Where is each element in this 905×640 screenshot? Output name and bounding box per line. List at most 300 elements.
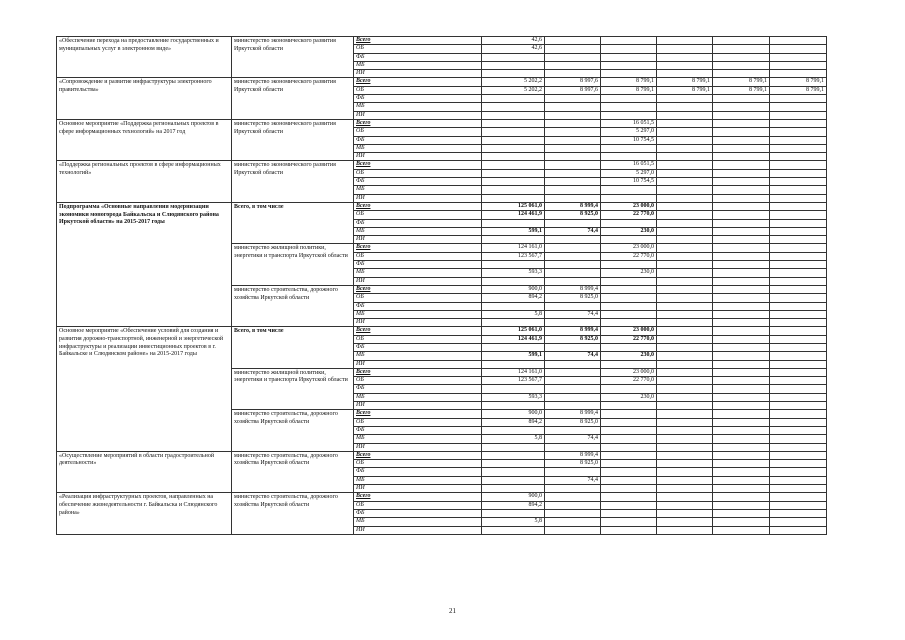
amount-cell [657,393,713,401]
executor-cell: Всего, в том числе [232,202,354,243]
amount-cell: 593,3 [482,393,545,401]
amount-cell [657,476,713,484]
amount-cell [770,526,827,534]
amount-cell [545,402,601,410]
amount-cell [657,509,713,517]
executor-cell: министерство строительства, дорожного хозяйства Иркутской области [232,410,354,451]
amount-cell [713,136,770,144]
amount-cell [770,70,827,78]
amount-cell [545,70,601,78]
amount-cell: 16 051,5 [601,161,657,169]
amount-cell [545,360,601,368]
amount-cell [657,310,713,318]
amount-cell: 74,4 [545,435,601,443]
amount-cell [770,426,827,434]
amount-cell [657,186,713,194]
amount-cell [770,202,827,210]
amount-cell [713,385,770,393]
executor-cell: министерство строительства, дорожного хозяйства Иркутской области [232,493,354,534]
amount-cell [601,360,657,368]
amount-cell [545,493,601,501]
amount-cell: 42,6 [482,37,545,45]
amount-cell: 23 000,0 [601,327,657,335]
amount-cell: 42,6 [482,45,545,53]
amount-cell [657,468,713,476]
amount-cell [713,393,770,401]
funding-source-cell: ОБ [354,335,482,343]
amount-cell [657,426,713,434]
amount-cell [601,418,657,426]
amount-cell [482,277,545,285]
amount-cell [545,169,601,177]
amount-cell [770,37,827,45]
amount-cell [482,111,545,119]
activity-name-cell: Основное мероприятие «Обеспечение условий для создания и развития дорожно-транспортной, инженерной и энергетической инфраструктуры и реализации инвестиционных проектов в г. Байкальске и Слюдянском районе» на 2015-2017 годы [57,327,232,451]
amount-cell: 900,0 [482,285,545,293]
amount-cell [545,368,601,376]
funding-source-cell: Всего [354,78,482,86]
amount-cell [770,518,827,526]
funding-source-cell: ФБ [354,95,482,103]
amount-cell: 8 999,4 [545,327,601,335]
amount-cell [545,518,601,526]
amount-cell [482,95,545,103]
amount-cell [545,443,601,451]
amount-cell [601,37,657,45]
funding-source-cell: ИИ [354,70,482,78]
amount-cell [770,451,827,459]
amount-cell [770,335,827,343]
amount-cell [770,319,827,327]
amount-cell [770,460,827,468]
amount-cell [770,61,827,69]
amount-cell [601,493,657,501]
amount-cell: 8 799,1 [601,86,657,94]
amount-cell [657,169,713,177]
amount-cell [601,236,657,244]
amount-cell [713,70,770,78]
funding-source-cell: ИИ [354,360,482,368]
amount-cell: 124 161,0 [482,368,545,376]
amount-cell [713,302,770,310]
amount-cell [601,103,657,111]
amount-cell [713,485,770,493]
amount-cell [482,485,545,493]
amount-cell [601,343,657,351]
amount-cell: 123 567,7 [482,377,545,385]
amount-cell [770,244,827,252]
amount-cell [601,45,657,53]
amount-cell [713,211,770,219]
executor-cell: министерство экономического развития Иркутской области [232,78,354,119]
amount-cell [545,61,601,69]
amount-cell [770,119,827,127]
funding-source-cell: ОБ [354,418,482,426]
amount-cell [601,410,657,418]
amount-cell [770,302,827,310]
amount-cell [657,377,713,385]
funding-source-cell: ФБ [354,343,482,351]
amount-cell [657,485,713,493]
amount-cell [657,352,713,360]
amount-cell: 8 925,0 [545,294,601,302]
funding-source-cell: ИИ [354,236,482,244]
amount-cell: 5,8 [482,310,545,318]
amount-cell [713,227,770,235]
amount-cell [770,144,827,152]
amount-cell [545,302,601,310]
funding-source-cell: Всего [354,451,482,459]
amount-cell [770,343,827,351]
funding-source-cell: ФБ [354,261,482,269]
amount-cell: 230,0 [601,352,657,360]
amount-cell [545,119,601,127]
amount-cell [657,211,713,219]
table-row [57,78,827,86]
amount-cell [657,435,713,443]
amount-cell: 124 461,9 [482,335,545,343]
amount-cell [482,385,545,393]
amount-cell [482,70,545,78]
amount-cell [770,410,827,418]
amount-cell [713,194,770,202]
amount-cell [601,509,657,517]
amount-cell [657,526,713,534]
table-row [57,37,827,45]
amount-cell [713,509,770,517]
amount-cell: 8 799,1 [601,78,657,86]
amount-cell [482,460,545,468]
activity-name-cell: «Сопровождение и развитие инфраструктуры электронного правительства» [57,78,232,119]
amount-cell [482,476,545,484]
amount-cell [601,501,657,509]
amount-cell [770,161,827,169]
amount-cell [713,451,770,459]
amount-cell [482,402,545,410]
amount-cell [770,385,827,393]
funding-source-cell: ОБ [354,211,482,219]
amount-cell [545,526,601,534]
executor-cell: министерство строительства, дорожного хозяйства Иркутской области [232,285,354,326]
executor-cell: министерство строительства, дорожного хозяйства Иркутской области [232,451,354,492]
amount-cell [713,103,770,111]
amount-cell: 8 999,4 [545,285,601,293]
funding-source-cell: ИИ [354,402,482,410]
table-row [57,451,827,459]
amount-cell [482,178,545,186]
amount-cell: 23 000,0 [601,202,657,210]
amount-cell [601,53,657,61]
amount-cell [770,219,827,227]
amount-cell [545,385,601,393]
amount-cell [482,153,545,161]
amount-cell [545,252,601,260]
amount-cell [770,178,827,186]
amount-cell [713,269,770,277]
activity-name-cell: «Осуществление мероприятий в области градостроительной деятельности» [57,451,232,492]
amount-cell [657,53,713,61]
funding-source-cell: МБ [354,518,482,526]
amount-cell: 22 770,0 [601,252,657,260]
amount-cell [713,352,770,360]
funding-source-cell: ИИ [354,319,482,327]
amount-cell [482,161,545,169]
amount-cell [545,53,601,61]
amount-cell: 5 202,2 [482,78,545,86]
funding-source-cell: МБ [354,227,482,235]
amount-cell: 23 000,0 [601,244,657,252]
amount-cell [657,244,713,252]
amount-cell [713,377,770,385]
amount-cell [657,144,713,152]
amount-cell: 74,4 [545,227,601,235]
funding-source-cell: Всего [354,285,482,293]
amount-cell [713,368,770,376]
amount-cell [545,377,601,385]
executor-cell: Всего, в том числе [232,327,354,368]
funding-source-cell: МБ [354,352,482,360]
amount-cell [713,178,770,186]
amount-cell [713,468,770,476]
amount-cell: 22 770,0 [601,377,657,385]
amount-cell [657,136,713,144]
amount-cell [482,144,545,152]
amount-cell [545,178,601,186]
amount-cell: 123 567,7 [482,252,545,260]
amount-cell [713,319,770,327]
amount-cell [770,95,827,103]
amount-cell [657,194,713,202]
amount-cell [770,476,827,484]
funding-source-cell: ИИ [354,277,482,285]
amount-cell [601,261,657,269]
amount-cell [545,136,601,144]
amount-cell [770,393,827,401]
amount-cell [713,144,770,152]
amount-cell [770,153,827,161]
amount-cell: 5 297,0 [601,169,657,177]
amount-cell [770,435,827,443]
amount-cell [770,402,827,410]
amount-cell [601,518,657,526]
amount-cell [545,501,601,509]
funding-source-cell: ИИ [354,153,482,161]
funding-source-cell: Всего [354,119,482,127]
funding-source-cell: Всего [354,410,482,418]
amount-cell [601,319,657,327]
amount-cell [601,385,657,393]
amount-cell [545,128,601,136]
amount-cell: 8 925,0 [545,418,601,426]
amount-cell [657,302,713,310]
amount-cell [657,285,713,293]
amount-cell: 23 000,0 [601,368,657,376]
funding-source-cell: Всего [354,493,482,501]
amount-cell [713,310,770,318]
amount-cell [482,219,545,227]
amount-cell [601,144,657,152]
amount-cell [770,277,827,285]
table-body [57,37,827,535]
amount-cell [713,119,770,127]
funding-source-cell: ОБ [354,169,482,177]
amount-cell [601,61,657,69]
amount-cell [713,410,770,418]
amount-cell [713,426,770,434]
amount-cell [713,186,770,194]
amount-cell [657,360,713,368]
amount-cell: 74,4 [545,352,601,360]
amount-cell [545,45,601,53]
amount-cell: 8 925,0 [545,211,601,219]
amount-cell [713,153,770,161]
amount-cell [545,426,601,434]
funding-source-cell: Всего [354,37,482,45]
funding-source-cell: ФБ [354,302,482,310]
amount-cell [713,443,770,451]
amount-cell [657,261,713,269]
funding-source-cell: МБ [354,310,482,318]
amount-cell [545,485,601,493]
amount-cell [713,501,770,509]
funding-source-cell: ФБ [354,468,482,476]
amount-cell [482,119,545,127]
table-row [57,119,827,127]
amount-cell: 8 799,1 [770,78,827,86]
amount-cell: 230,0 [601,269,657,277]
amount-cell [482,103,545,111]
amount-cell [713,285,770,293]
funding-source-cell: ФБ [354,509,482,517]
amount-cell [545,95,601,103]
amount-cell [770,252,827,260]
amount-cell [545,103,601,111]
amount-cell [657,202,713,210]
amount-cell [770,227,827,235]
amount-cell [601,186,657,194]
amount-cell [545,468,601,476]
amount-cell: 5 202,2 [482,86,545,94]
funding-source-cell: ОБ [354,252,482,260]
funding-source-cell: ОБ [354,128,482,136]
amount-cell [713,111,770,119]
amount-cell: 900,0 [482,410,545,418]
amount-cell [713,95,770,103]
amount-cell [601,426,657,434]
amount-cell [770,186,827,194]
amount-cell: 593,3 [482,269,545,277]
amount-cell [657,410,713,418]
amount-cell [657,343,713,351]
amount-cell [770,269,827,277]
amount-cell [545,37,601,45]
amount-cell: 894,2 [482,501,545,509]
amount-cell: 10 754,5 [601,178,657,186]
funding-source-cell: МБ [354,186,482,194]
amount-cell [657,493,713,501]
amount-cell [657,119,713,127]
amount-cell [713,402,770,410]
amount-cell: 74,4 [545,310,601,318]
amount-cell [770,443,827,451]
amount-cell: 8 925,0 [545,460,601,468]
amount-cell: 8 997,6 [545,78,601,86]
amount-cell [657,385,713,393]
funding-source-cell: Всего [354,368,482,376]
amount-cell: 8 799,1 [713,78,770,86]
amount-cell [545,161,601,169]
amount-cell [545,236,601,244]
funding-source-cell: ИИ [354,194,482,202]
amount-cell [770,493,827,501]
funding-source-cell: МБ [354,269,482,277]
amount-cell [601,194,657,202]
amount-cell [713,277,770,285]
amount-cell [657,277,713,285]
amount-cell [545,144,601,152]
amount-cell [713,460,770,468]
amount-cell: 10 754,5 [601,136,657,144]
amount-cell [657,219,713,227]
amount-cell [713,202,770,210]
amount-cell [770,377,827,385]
amount-cell [770,468,827,476]
amount-cell [713,37,770,45]
amount-cell [657,95,713,103]
amount-cell [482,61,545,69]
table-row [57,327,827,335]
amount-cell [601,485,657,493]
amount-cell [657,418,713,426]
funding-source-cell: МБ [354,144,482,152]
funding-source-cell: ОБ [354,294,482,302]
amount-cell: 894,2 [482,294,545,302]
funding-source-cell: ИИ [354,443,482,451]
amount-cell [545,194,601,202]
funding-source-cell: МБ [354,476,482,484]
amount-cell [482,426,545,434]
amount-cell [657,518,713,526]
amount-cell [657,128,713,136]
amount-cell [713,244,770,252]
amount-cell [545,186,601,194]
table-row [57,493,827,501]
amount-cell: 22 770,0 [601,211,657,219]
amount-cell [482,526,545,534]
amount-cell [770,136,827,144]
activity-name-cell: «Реализация инфраструктурных проектов, направленных на обеспечение жизнедеятельности г. Байкальска и Слюдянского района» [57,493,232,534]
amount-cell [713,219,770,227]
amount-cell [657,368,713,376]
amount-cell: 5,8 [482,435,545,443]
funding-source-cell: Всего [354,202,482,210]
amount-cell [770,501,827,509]
amount-cell [713,493,770,501]
amount-cell [770,294,827,302]
amount-cell [770,169,827,177]
amount-cell [482,509,545,517]
funding-source-cell: ФБ [354,385,482,393]
funding-source-cell: ИИ [354,485,482,493]
funding-source-cell: ИИ [354,111,482,119]
amount-cell [657,111,713,119]
amount-cell [601,443,657,451]
amount-cell [657,70,713,78]
amount-cell [601,460,657,468]
amount-cell [770,418,827,426]
amount-cell: 8 999,4 [545,202,601,210]
amount-cell [482,451,545,459]
